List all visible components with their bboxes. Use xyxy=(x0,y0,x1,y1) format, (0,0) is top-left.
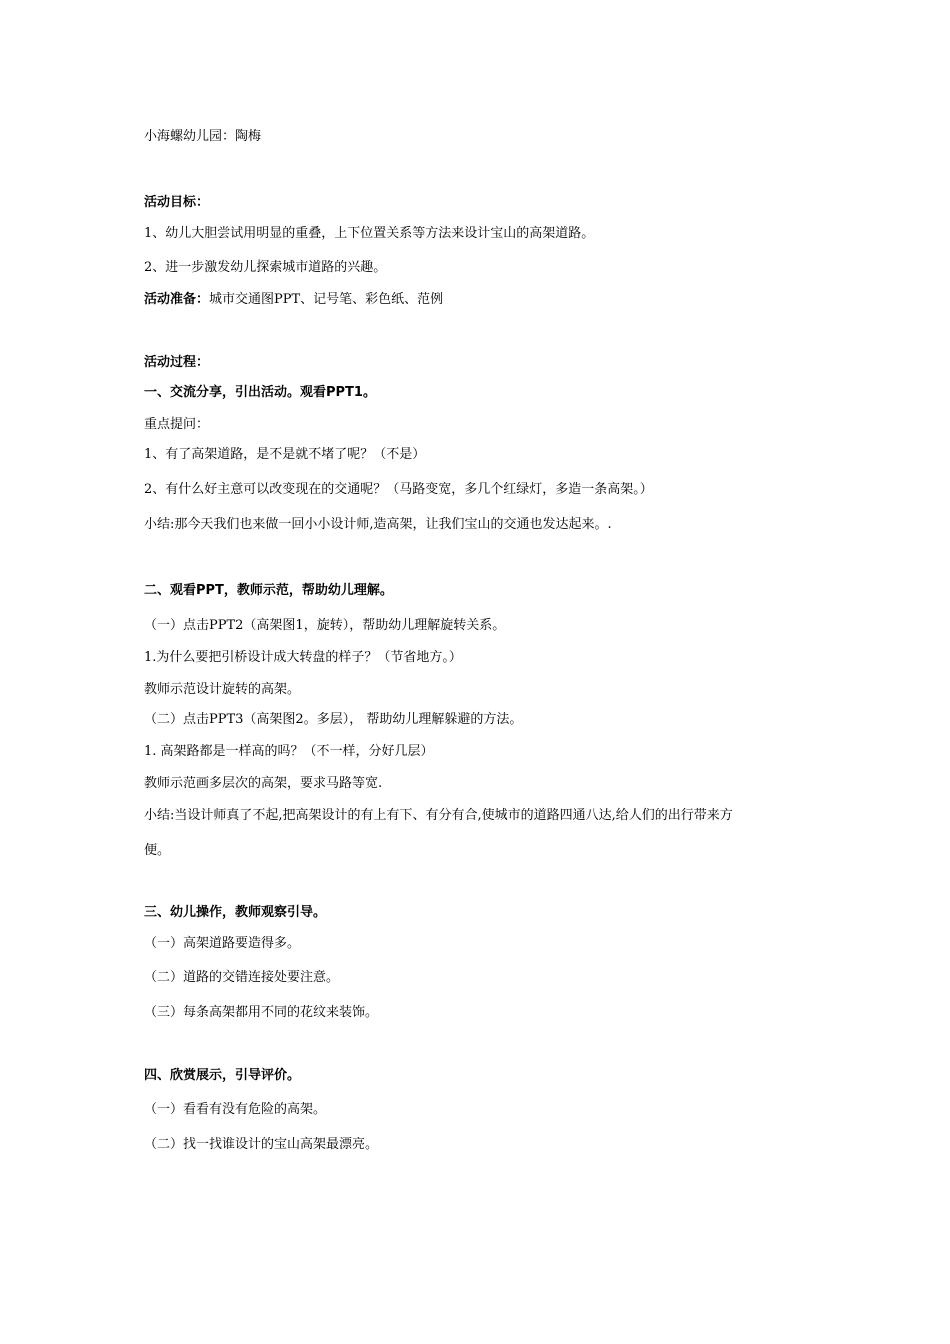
section3-title: 三、幼儿操作，教师观察引导。 xyxy=(144,905,327,920)
section3-line-1: （一）高架道路要造得多。 xyxy=(144,936,301,951)
section2-summary: 小结:当设计师真了不起,把高架设计的有上有下、有分有合,使城市的道路四通八达,给人们的出行带来方 xyxy=(144,808,733,823)
process-heading: 活动过程： xyxy=(144,355,210,370)
section2-title: 二、观看PPT，教师示范，帮助幼儿理解。 xyxy=(144,583,393,598)
section2-line-3: 教师示范设计旋转的高架。 xyxy=(144,682,301,697)
section4-line-1: （一）看看有没有危险的高架。 xyxy=(144,1102,327,1117)
goals-heading: 活动目标： xyxy=(144,195,210,210)
section2-line-1: （一）点击PPT2（高架图1，旋转），帮助幼儿理解旋转关系。 xyxy=(144,618,506,633)
section3-line-2: （二）道路的交错连接处要注意。 xyxy=(144,970,340,985)
preparation-text: 城市交通图PPT、记号笔、彩色纸、范例 xyxy=(209,292,444,307)
section4-title: 四、欣赏展示，引导评价。 xyxy=(144,1068,301,1083)
goal-item-1: 1、幼儿大胆尝试用明显的重叠，上下位置关系等方法来设计宝山的高架道路。 xyxy=(144,226,595,241)
section2-line-5: 1. 高架路都是一样高的吗？（不一样，分好几层） xyxy=(144,744,434,759)
preparation-label: 活动准备： xyxy=(144,292,210,307)
goal-item-2: 2、进一步激发幼儿探索城市道路的兴趣。 xyxy=(144,260,387,275)
section1-line-2: 1、有了高架道路，是不是就不堵了呢？（不是） xyxy=(144,447,426,462)
section1-title: 一、交流分享，引出活动。观看PPT1。 xyxy=(144,385,376,400)
section4-line-2: （二）找一找谁设计的宝山高架最漂亮。 xyxy=(144,1137,379,1152)
section1-summary: 小结:那今天我们也来做一回小小设计师,造高架，让我们宝山的交通也发达起来。. xyxy=(144,517,612,532)
preparation-line xyxy=(144,291,443,309)
section2-line-2: 1.为什么要把引桥设计成大转盘的样子？（节省地方。） xyxy=(144,650,462,665)
section2-line-4: （二）点击PPT3（高架图2。多层）， 帮助幼儿理解躲避的方法。 xyxy=(144,712,523,727)
section1-line-3: 2、有什么好主意可以改变现在的交通呢？（马路变宽，多几个红绿灯，多造一条高架。） xyxy=(144,482,653,497)
section3-line-3: （三）每条高架都用不同的花纹来装饰。 xyxy=(144,1005,379,1020)
author-line: 小海螺幼儿园：陶梅 xyxy=(144,129,262,144)
section2-summary-cont: 便。 xyxy=(144,843,171,858)
section1-line-1: 重点提问： xyxy=(144,417,210,432)
section2-line-6: 教师示范画多层次的高架，要求马路等宽. xyxy=(144,776,383,791)
